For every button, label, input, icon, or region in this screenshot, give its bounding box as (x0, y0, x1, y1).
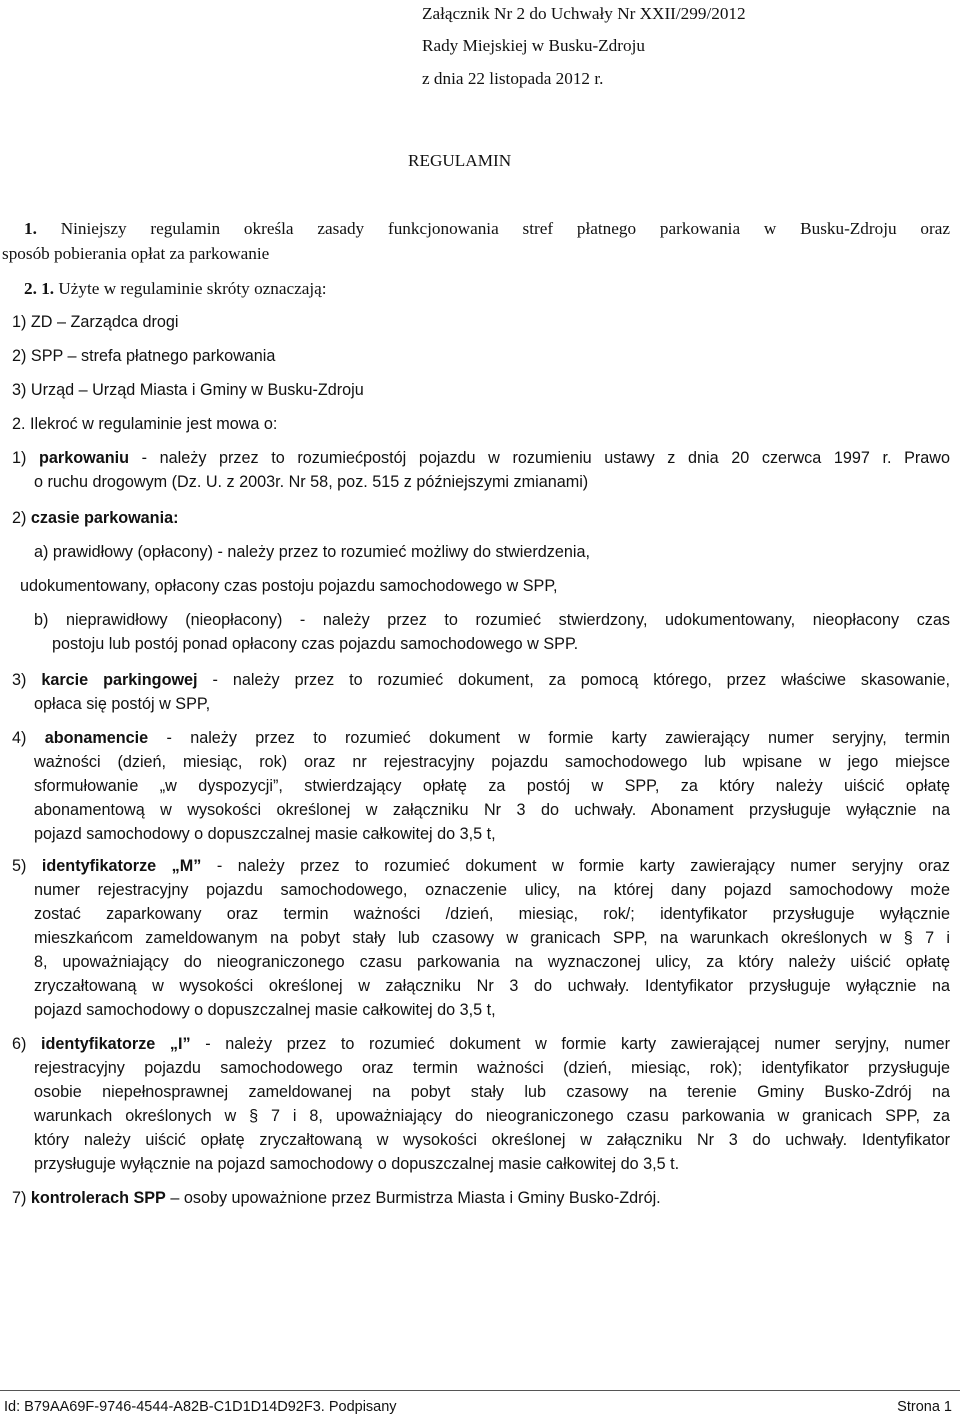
footer-divider (0, 1390, 960, 1391)
paragraph-1-text: Niniejszy regulamin określa zasady funkcjonowania stref płatnego parkowania w Busku-Zdroju oraz (60, 219, 950, 238)
header-line-2: Rady Miejskiej w Busku-Zdroju (422, 36, 645, 55)
definition-5-term: identyfikatorze „M” (41, 857, 202, 875)
definition-6-line-3: osobie niepełnosprawnej zameldowanej na pobyt stały lub czasowy na terenie Gminy Busko-Zdrój na (34, 1083, 950, 1101)
abbreviation-item: 2) SPP – strefa płatnego parkowania (12, 347, 276, 365)
definition-5-number: 5) (12, 857, 27, 875)
definition-5-line-4: mieszkańcom zameldowanym na pobyt stały lub czasowy w granicach SPP, na warunkach określonych w § 7 i (34, 929, 950, 947)
definition-2-number: 2) (12, 509, 27, 527)
paragraph-2-text: Użyte w regulaminie skróty oznaczają: (58, 279, 327, 298)
definition-3-term: karcie parkingowej (41, 671, 198, 689)
definition-7-text: – osoby upoważnione przez Burmistrza Miasta i Gminy Busko-Zdrój. (170, 1189, 661, 1207)
definition-7-number: 7) (12, 1189, 27, 1207)
paragraph-1-line-1 (24, 220, 950, 237)
definition-6-line-4: warunkach określonych w § 7 i 8, upoważniający do nieograniczonego czasu parkowania w granicach SPP, za (34, 1107, 950, 1125)
definition-1-number: 1) (12, 449, 27, 467)
footer-document-id: Id: B79AA69F-9746-4544-A82B-C1D1D14D92F3. Podpisany (4, 1399, 397, 1415)
definition-3-text: - należy przez to rozumieć dokument, za pomocą którego, przez właściwe skasowanie, (212, 671, 950, 689)
definition-1-line-1 (12, 450, 950, 466)
paragraph-2-heading (24, 280, 327, 297)
definition-5-line-2: numer rejestracyjny pojazdu samochodowego, oznaczenie ulicy, na której dany pojazd samochodowy może (34, 881, 950, 899)
abbreviation-item: 1) ZD – Zarządca drogi (12, 313, 179, 331)
footer-page-number: Strona 1 (897, 1399, 952, 1415)
definition-2-heading (12, 510, 178, 526)
definition-4-line-3: sformułowanie „w dyspozycji”, stwierdzający opłatę za postój w SPP, za który należy uiścić opłatę (34, 777, 950, 795)
definition-3-line-2: opłaca się postój w SPP, (34, 695, 211, 713)
definition-2a-line-2: udokumentowany, opłacony czas postoju pojazdu samochodowego w SPP, (20, 577, 558, 595)
definition-5-line-1 (12, 858, 950, 874)
definition-6-term: identyfikatorze „I” (41, 1035, 191, 1053)
document-title: REGULAMIN (408, 151, 512, 170)
definition-6-number: 6) (12, 1035, 27, 1053)
definition-5-line-6: zryczałtowaną w wysokości określonej w załączniku Nr 3 do uchwały. Identyfikator przysługuje wyłącznie na (34, 977, 950, 995)
definition-1-line-2: o ruchu drogowym (Dz. U. z 2003r. Nr 58, poz. 515 z późniejszymi zmianami) (34, 473, 589, 491)
definition-5-text: - należy przez to rozumieć dokument w formie karty zawierający numer seryjny oraz (216, 857, 950, 875)
definition-6-line-6: przysługuje wyłącznie na pojazd samochodowy o dopuszczalnej masie całkowitej do 3,5 t. (34, 1155, 680, 1173)
definition-6-line-2: rejestracyjny pojazdu samochodowego oraz termin ważności (dzień, miesiąc, rok); identyfikator przysługuje (34, 1059, 950, 1077)
header-line-1: Załącznik Nr 2 do Uchwały Nr XXII/299/2012 (422, 4, 746, 23)
definition-5-line-5: 8, upoważniający do nieograniczonego czasu parkowania na wyznaczonej ulicy, za który należy uiścić opłatę (34, 953, 950, 971)
definition-1-term: parkowaniu (39, 449, 129, 467)
definition-2b-line-1: b) nieprawidłowy (nieopłacony) - należy przez to rozumieć stwierdzony, udokumentowany, nieopłacony czas (34, 611, 950, 629)
definition-4-line-1 (12, 730, 950, 746)
paragraph-2-number: 2. 1. (24, 279, 55, 298)
definition-2a-line-1: a) prawidłowy (opłacony) - należy przez to rozumieć możliwy do stwierdzenia, (34, 543, 590, 561)
definition-3-line-1 (12, 672, 950, 688)
definition-6-line-1 (12, 1036, 950, 1052)
definition-4-line-4: abonamentową w wysokości określonej w załączniku Nr 3 do uchwały. Abonament przysługuje wyłącznie na (34, 801, 950, 819)
definition-2b-line-2: postoju lub postój ponad opłacony czas pojazdu samochodowego w SPP. (52, 635, 579, 653)
paragraph-1-number: 1. (24, 219, 37, 238)
header-line-3: z dnia 22 listopada 2012 r. (422, 69, 604, 88)
definition-4-number: 4) (12, 729, 27, 747)
definition-6-text: - należy przez to rozumieć dokument w formie karty zawierającej numer seryjny, numer (205, 1035, 951, 1053)
definition-1-text: - należy przez to rozumiećpostój pojazdu w rozumieniu ustawy z dnia 20 czerwca 1997 r. Prawo (141, 449, 950, 467)
definition-4-text: - należy przez to rozumieć dokument w formie karty zawierający numer seryjny, termin (166, 729, 950, 747)
definition-6-line-5: który należy uiścić opłatę zryczałtowaną w wysokości określonej w załączniku Nr 3 do uchwały. Identyfikator (34, 1131, 950, 1149)
abbreviation-item: 3) Urząd – Urząd Miasta i Gminy w Busku-Zdroju (12, 381, 364, 399)
definition-7-line-1 (12, 1190, 661, 1206)
definition-4-term: abonamencie (44, 729, 149, 747)
paragraph-1-line-2: sposób pobierania opłat za parkowanie (2, 244, 270, 263)
definition-4-line-2: ważności (dzień, miesiąc, rok) oraz nr rejestracyjny pojazdu samochodowego lub wpisane w jego miejsce (34, 753, 950, 771)
definition-5-line-7: pojazd samochodowy o dopuszczalnej masie całkowitej do 3,5 t, (34, 1001, 496, 1019)
definition-4-line-5: pojazd samochodowy o dopuszczalnej masie całkowitej do 3,5 t, (34, 825, 496, 843)
definition-5-line-3: zostać zaparkowany oraz termin ważności /dzień, miesiąc, rok/; identyfikator przysługuje wyłącznie (34, 905, 950, 923)
definition-3-number: 3) (12, 671, 27, 689)
definition-2-term: czasie parkowania: (30, 509, 179, 527)
definitions-intro: 2. Ilekroć w regulaminie jest mowa o: (12, 415, 278, 433)
definition-7-term: kontrolerach SPP (30, 1189, 166, 1207)
